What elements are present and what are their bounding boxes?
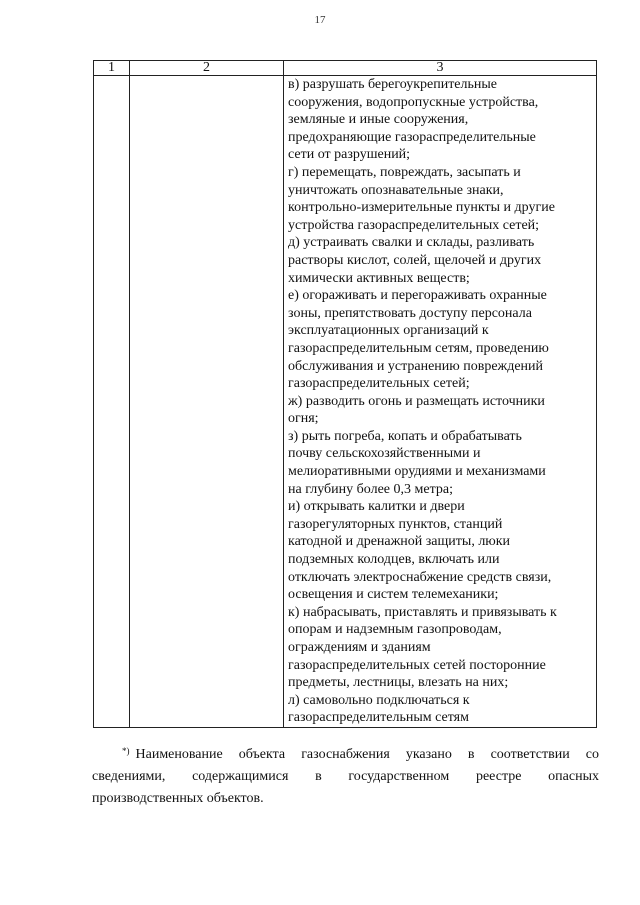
column-3-cell	[284, 76, 597, 728]
footnote-word: сведениями,	[92, 769, 166, 784]
document-table	[93, 60, 597, 728]
footnote-word: в	[315, 769, 322, 784]
text-line: уничтожать опознавательные знаки,	[288, 182, 504, 198]
column-2-cell	[130, 76, 284, 728]
footnote-line-2	[92, 766, 599, 788]
footnote-word: государственном	[348, 769, 450, 784]
text-line: мелиоративными орудиями и механизмами	[288, 464, 546, 480]
text-line: катодной и дренажной защиты, люки	[288, 534, 511, 550]
text-line: химически активных веществ;	[288, 270, 470, 286]
text-line: ж) разводить огонь и размещать источники	[288, 393, 545, 409]
text-line: эксплуатационных организаций к	[288, 323, 489, 339]
text-line: сооружения, водопропускные устройства,	[288, 94, 539, 110]
footnote-word: в	[467, 747, 475, 762]
text-line: обслуживания и устранению повреждений	[288, 358, 544, 374]
text-line: газораспределительных сетей посторонние	[288, 657, 546, 673]
footnote-word: содержащимися	[192, 769, 289, 784]
text-line: газораспределительным сетям	[288, 710, 469, 726]
footnote-line-1	[92, 744, 599, 766]
text-line: и) открывать калитки и двери	[288, 499, 465, 515]
text-line: устройства газораспределительных сетей;	[288, 217, 540, 233]
text-line: освещения и систем телемеханики;	[288, 587, 499, 603]
text-line: д) устраивать свалки и склады, разливать	[288, 235, 535, 251]
text-line: опорам и надземным газопроводам,	[288, 622, 502, 638]
footnote-word: указано	[405, 747, 452, 762]
text-line: з) рыть погреба, копать и обрабатывать	[288, 428, 522, 444]
footnote-marker: *)	[122, 746, 130, 756]
prohibitions-list	[284, 76, 596, 727]
text-line: огня;	[288, 411, 319, 427]
text-line: газораспределительным сетям, проведению	[288, 340, 549, 356]
text-line: газораспределительных сетей;	[288, 376, 470, 392]
table-row	[94, 76, 597, 728]
text-line: предохраняющие газораспределительные	[288, 129, 536, 145]
text-line: отключать электроснабжение средств связи,	[288, 569, 552, 585]
text-line: на глубину более 0,3 метра;	[288, 481, 453, 497]
text-line: к) набрасывать, приставлять и привязывать к	[288, 604, 557, 620]
footnote-word: газоснабжения	[301, 747, 390, 762]
column-1-cell	[94, 76, 130, 728]
footnote-word: опасных	[548, 769, 599, 784]
column-header-2: 2	[130, 61, 284, 76]
footnote-line-3: производственных объектов.	[92, 791, 264, 806]
text-line: сети от разрушений;	[288, 147, 411, 163]
footnote-word: Наименование	[135, 747, 223, 762]
text-line: контрольно-измерительные пункты и другие	[288, 200, 555, 216]
footnote-word: объекта	[238, 747, 286, 762]
footnote-word: соответствии	[490, 747, 570, 762]
text-line: почву сельскохозяйственными и	[288, 446, 481, 462]
text-line: подземных колодцев, включать или	[288, 552, 500, 568]
text-line: земляные и иные сооружения,	[288, 112, 469, 128]
text-line: г) перемещать, повреждать, засыпать и	[288, 164, 521, 180]
column-header-3: 3	[284, 61, 597, 76]
footnote-word: реестре	[475, 769, 522, 784]
text-line: зоны, препятствовать доступу персонала	[288, 305, 532, 321]
page-number: 17	[314, 14, 326, 26]
text-line: в) разрушать берегоукрепительные	[288, 77, 498, 92]
table-header-row	[94, 61, 597, 76]
footnote	[92, 744, 599, 810]
text-line: ограждениям и зданиям	[288, 640, 431, 655]
footnote-first-word-group	[122, 744, 223, 766]
column-header-1: 1	[94, 61, 130, 76]
text-line: растворы кислот, солей, щелочей и других	[288, 252, 542, 268]
footnote-word: со	[585, 747, 599, 762]
text-line: предметы, лестницы, влезать на них;	[288, 675, 509, 691]
text-line: л) самовольно подключаться к	[288, 692, 470, 708]
text-line: газорегуляторных пунктов, станций	[288, 516, 503, 532]
text-line: е) огораживать и перегораживать охранные	[288, 288, 547, 304]
